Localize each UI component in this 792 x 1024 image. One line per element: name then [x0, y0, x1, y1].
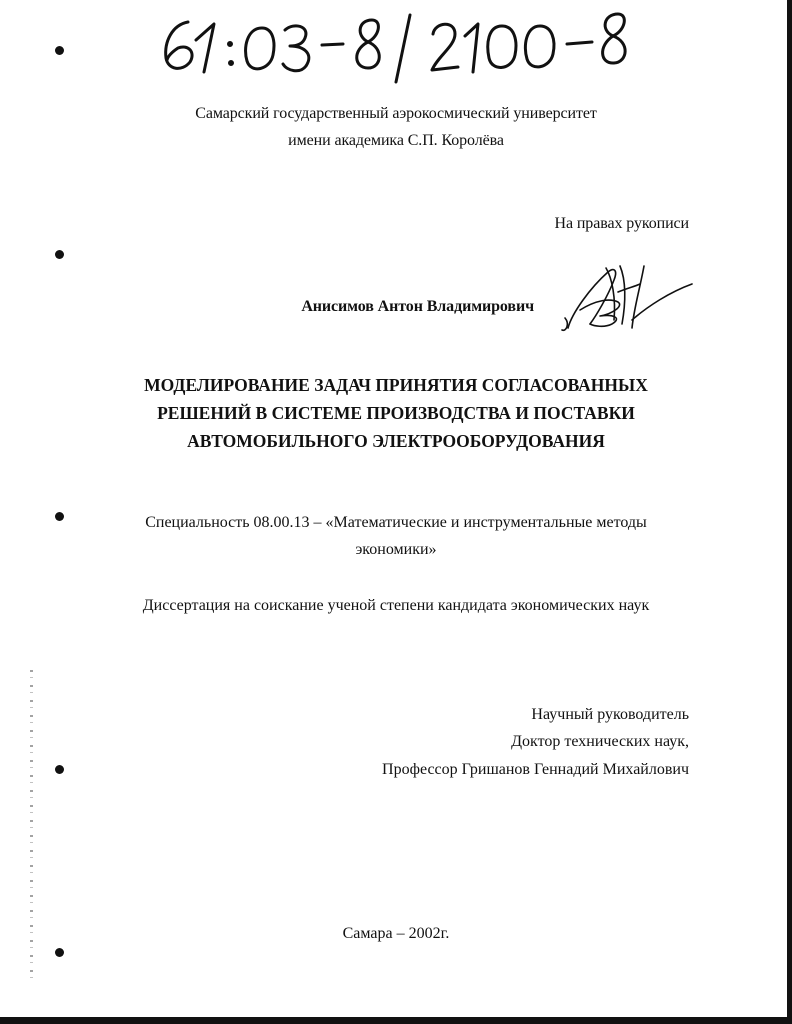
university-dedication: имени академика С.П. Королёва [288, 132, 504, 149]
author-name: Анисимов Антон Владимирович [301, 298, 534, 315]
supervisor-label: Научный руководитель [531, 706, 689, 723]
punch-hole-mark [55, 765, 64, 774]
supervisor-name: Профессор Гришанов Геннадий Михайлович [382, 761, 689, 778]
dissertation-title-line: МОДЕЛИРОВАНИЕ ЗАДАЧ ПРИНЯТИЯ СОГЛАСОВАННЫХ [144, 375, 648, 395]
supervisor-degree: Доктор технических наук, [511, 733, 689, 750]
specialty-line: Специальность 08.00.13 – «Математические и инструментальные методы [145, 514, 647, 531]
punch-hole-mark [55, 948, 64, 957]
dissertation-title-line: АВТОМОБИЛЬНОГО ЭЛЕКТРООБОРУДОВАНИЯ [187, 431, 605, 451]
university-name: Самарский государственный аэрокосмический университет [195, 105, 597, 122]
degree-statement: Диссертация на соискание ученой степени кандидата экономических наук [142, 597, 650, 614]
rights-note: На правах рукописи [554, 215, 689, 232]
author-signature [560, 258, 700, 338]
dissertation-title-line: РЕШЕНИЙ В СИСТЕМЕ ПРОИЗВОДСТВА И ПОСТАВКИ [157, 403, 635, 423]
punch-hole-mark [55, 250, 64, 259]
scan-edge-bottom [0, 1017, 792, 1024]
place-year: Самара – 2002г. [342, 925, 450, 942]
handwritten-archive-code [0, 0, 792, 100]
specialty-line: экономики» [355, 541, 437, 558]
